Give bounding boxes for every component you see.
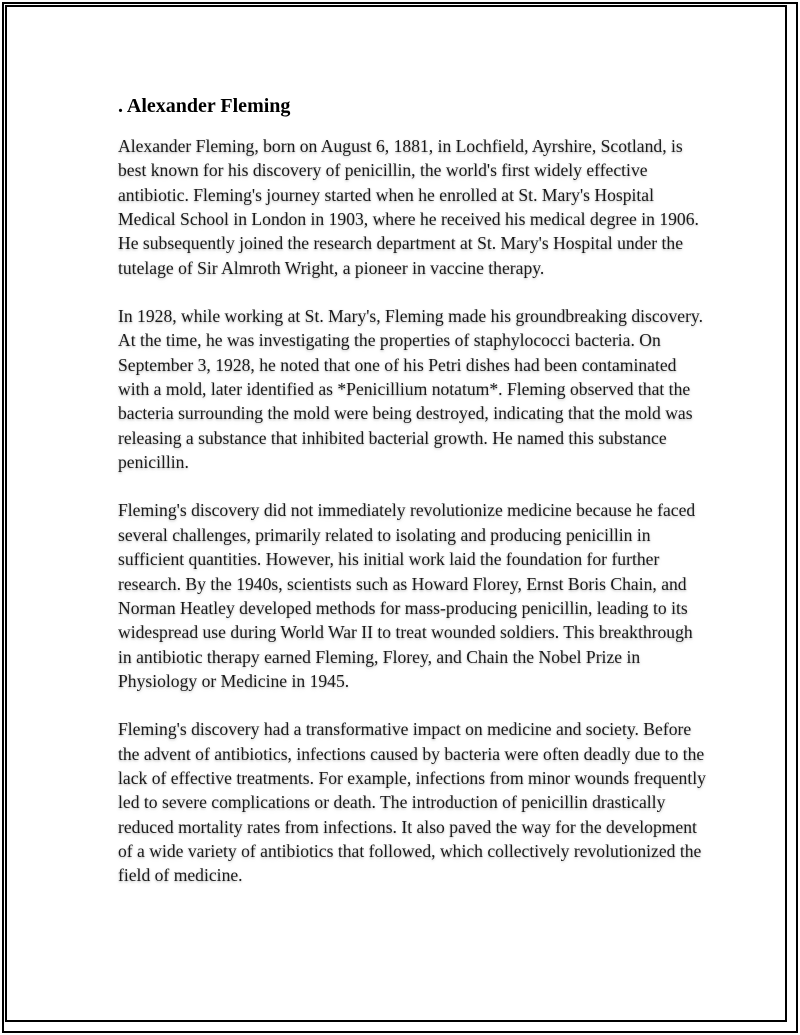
paragraph-early-life: Alexander Fleming, born on August 6, 1881, in Lochfield, Ayrshire, Scotland, is best known for his discovery of penicillin, the world's first widely effective antibiotic. Fleming's journey started when he enrolled at St. Mary's Hospital Medical School in London in 1903, where he received his medical degree in 1906. He subsequently joined the research department at St. Mary's Hospital under the tutelage of Sir Almroth Wright, a pioneer in vaccine therapy. [118, 136, 699, 278]
document-body [118, 92, 708, 912]
paragraph-impact: Fleming's discovery had a transformative impact on medicine and society. Before the advent of antibiotics, infections caused by bacteria were often deadly due to the lack of effective treatments. For example, infections from minor wounds frequently led to severe complications or death. The introduction of penicillin drastically reduced mortality rates from infections. It also paved the way for the development of a wide variety of antibiotics that followed, which collectively revolutionized the field of medicine. [118, 719, 706, 886]
paragraph-development: Fleming's discovery did not immediately revolutionize medicine because he faced several challenges, primarily related to isolating and producing penicillin in sufficient quantities. However, his initial work laid the foundation for further research. By the 1940s, scientists such as Howard Florey, Ernst Boris Chain, and Norman Heatley developed methods for mass-producing penicillin, leading to its widespread use during World War II to treat wounded soldiers. This breakthrough in antibiotic therapy earned Fleming, Florey, and Chain the Nobel Prize in Physiology or Medicine in 1945. [118, 500, 696, 691]
paragraph-discovery: In 1928, while working at St. Mary's, Fleming made his groundbreaking discovery. At the time, he was investigating the properties of staphylococci bacteria. On September 3, 1928, he noted that one of his Petri dishes had been contaminated with a mold, later identified as *Penicillium notatum*. Fleming observed that the bacteria surrounding the mold were being destroyed, indicating that the mold was releasing a substance that inhibited bacterial growth. He named this substance penicillin. [118, 306, 703, 473]
document-title: . Alexander Fleming [118, 95, 291, 117]
